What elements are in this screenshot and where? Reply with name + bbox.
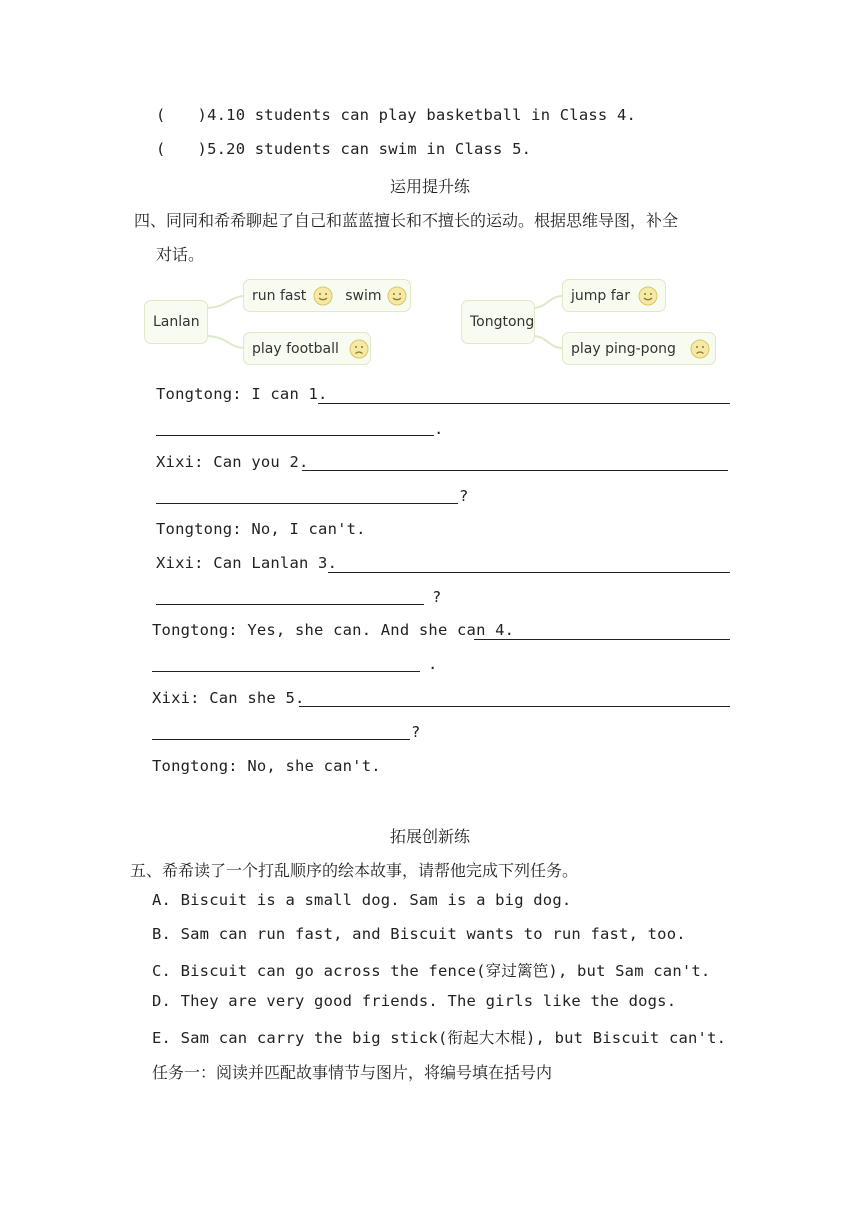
mindmap-lanlan-cannot <box>243 332 371 365</box>
question-5: ( )5.20 students can swim in Class 5. <box>156 140 532 158</box>
story-item-b: B. Sam can run fast, and Biscuit wants to run fast, too. <box>152 925 686 943</box>
answer-blank-2a[interactable] <box>302 470 728 471</box>
section-4-instruction-line2: 对话。 <box>156 245 205 264</box>
sad-face-icon <box>690 339 710 359</box>
dialogue-end-4: ? <box>432 588 442 606</box>
answer-blank-4a[interactable] <box>474 639 730 640</box>
dialogue-line-4: Xixi: Can Lanlan 3. <box>156 554 338 572</box>
dialogue-line-2: Xixi: Can you 2. <box>156 453 309 471</box>
question-4-text: 4.10 students can play basketball in Class 4. <box>207 106 637 124</box>
answer-paren-open[interactable]: ( <box>156 140 166 158</box>
answer-blank-5a[interactable] <box>299 706 730 707</box>
story-item-c: C. Biscuit can go across the fence(穿过篱笆), but Sam can't. <box>152 962 711 980</box>
dialogue-end-2: ? <box>459 487 469 505</box>
task-1-instruction: 任务一：阅读并匹配故事情节与图片，将编号填在括号内 <box>152 1063 553 1082</box>
mindmap-lanlan-can <box>243 279 411 312</box>
mindmap-connectors <box>0 0 860 400</box>
question-5-text: 5.20 students can swim in Class 5. <box>207 140 532 158</box>
mindmap-tongtong-cannot <box>562 332 716 365</box>
answer-blank-4b[interactable] <box>152 671 420 672</box>
mindmap-label: play football <box>252 340 339 357</box>
section-4-instruction-line1: 四、同同和希希聊起了自己和蓝蓝擅长和不擅长的运动。根据思维导图，补全 <box>134 211 679 230</box>
answer-blank-2b[interactable] <box>156 503 458 504</box>
smiley-face-icon <box>387 286 407 306</box>
answer-blank-3b[interactable] <box>156 604 424 605</box>
story-item-a: A. Biscuit is a small dog. Sam is a big dog. <box>152 891 572 909</box>
dialogue-end-5: . <box>428 655 438 673</box>
dialogue-line-3: Tongtong: No, I can't. <box>156 520 366 538</box>
dialogue-line-5: Tongtong: Yes, she can. And she can 4. <box>152 621 515 639</box>
section-5-instruction: 五、希希读了一个打乱顺序的绘本故事，请帮他完成下列任务。 <box>130 861 579 880</box>
answer-blank-5b[interactable] <box>152 739 410 740</box>
dialogue-line-1: Tongtong: I can 1. <box>156 385 328 403</box>
dialogue-line-7: Tongtong: No, she can't. <box>152 757 381 775</box>
mindmap-tongtong-can <box>562 279 666 312</box>
dialogue-end-1: . <box>434 420 444 438</box>
section-4-heading: 运用提升练 <box>389 177 470 196</box>
answer-blank-3a[interactable] <box>328 572 730 573</box>
mindmap-center-lanlan: Lanlan <box>144 300 208 344</box>
mindmap-center-tongtong: Tongtong <box>461 300 535 344</box>
question-4: ( )4.10 students can play basketball in Class 4. <box>156 106 637 124</box>
mindmap-label: play ping-pong <box>571 340 676 357</box>
answer-blank-1b[interactable] <box>156 435 434 436</box>
smiley-face-icon <box>638 286 658 306</box>
answer-paren-open[interactable]: ( <box>156 106 166 124</box>
sad-face-icon <box>349 339 369 359</box>
dialogue-end-6: ? <box>411 723 421 741</box>
mindmap-label: run fast <box>252 287 307 304</box>
answer-blank-1a[interactable] <box>318 403 730 404</box>
mindmap-label: swim <box>345 287 382 304</box>
smiley-face-icon <box>313 286 333 306</box>
dialogue-line-6: Xixi: Can she 5. <box>152 689 305 707</box>
mindmap-label: jump far <box>571 287 631 304</box>
story-item-e: E. Sam can carry the big stick(衔起大木棍), but Biscuit can't. <box>152 1029 727 1047</box>
section-5-heading: 拓展创新练 <box>389 827 470 846</box>
story-item-d: D. They are very good friends. The girls like the dogs. <box>152 992 677 1010</box>
